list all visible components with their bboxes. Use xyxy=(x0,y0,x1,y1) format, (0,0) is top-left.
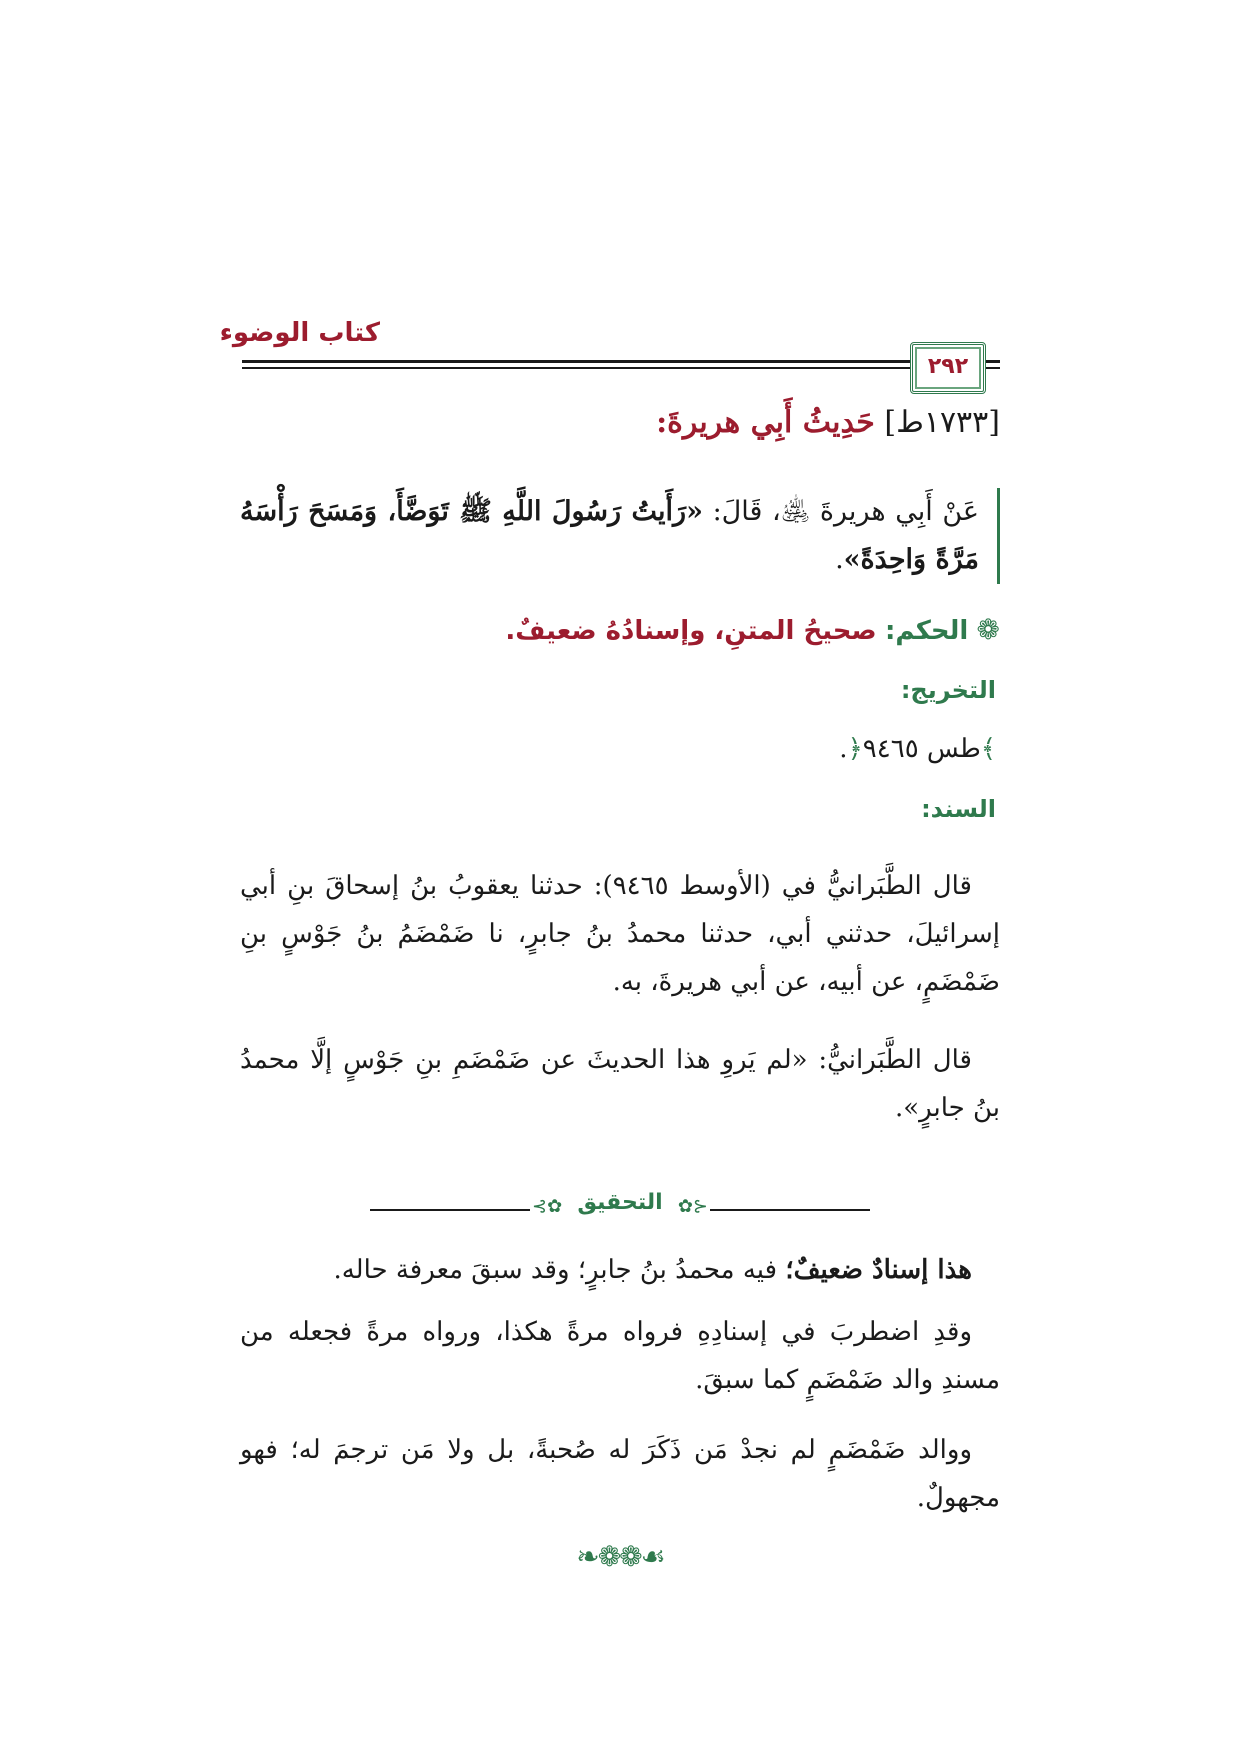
header-rule xyxy=(242,360,1000,363)
header-rule xyxy=(242,367,1000,369)
tahqiq-text: فيه محمدُ بنُ جابرٍ؛ وقد سبقَ معرفة حاله. xyxy=(333,1255,786,1285)
divider-line xyxy=(370,1209,530,1211)
ornament-icon: ✿⊱ xyxy=(677,1196,708,1217)
divider-line xyxy=(710,1209,870,1211)
takhrij-heading: التخريج: xyxy=(900,676,996,704)
takhrij-ref-text: طس ٩٤٦٥ xyxy=(862,734,981,764)
tahqiq-heading: التحقيق xyxy=(577,1190,663,1215)
tahqiq-verdict: هذا إسنادٌ ضعيفٌ؛ xyxy=(785,1255,972,1285)
hadith-title: حَدِيثُ أَبِي هريرةَ: xyxy=(656,405,875,440)
section-divider xyxy=(370,1190,870,1220)
matn-quote: «رَأَيتُ رَسُولَ اللَّهِ ﷺ تَوَضَّأَ، وَمَسَحَ رَأْسَهُ مَرَّةً وَاحِدَةً» xyxy=(240,496,979,575)
hadith-heading xyxy=(240,405,1000,440)
book-title: كتاب الوضوء xyxy=(219,318,380,348)
ornament-icon: ⊰✿ xyxy=(532,1196,563,1217)
matn-intro: عَنْ أَبِي هريرةَ ﵁، قَالَ: xyxy=(712,496,979,527)
sanad-paragraph: قال الطَّبَرانيُّ في (الأوسط ٩٤٦٥): حدثنا يعقوبُ بنُ إسحاقَ بنِ أبي إسرائيلَ، حدثني أبي، حدثنا محمدُ بنُ جابرٍ، نا ضَمْضَمُ بنُ جَوْسٍ بنِ ضَمْضَمٍ، عن أبيه، عن أبي هريرةَ، به. xyxy=(240,871,1000,997)
sanad-heading: السند: xyxy=(921,795,996,823)
matn-end: . xyxy=(835,544,844,575)
bracket-open: ﴾ xyxy=(980,734,996,764)
tahqiq-paragraph xyxy=(240,1246,1000,1294)
flower-icon: ❁ xyxy=(976,613,1000,646)
bracket-close: ﴿ xyxy=(847,734,863,764)
ruling xyxy=(240,613,1000,646)
ruling-value: صحيحُ المتنِ، وإسنادُهُ ضعيفٌ. xyxy=(505,616,877,646)
page-number-frame xyxy=(910,342,986,394)
hadith-matn xyxy=(240,488,1000,584)
sanad-paragraph: قال الطَّبَرانيُّ: «لم يَروِ هذا الحديثَ عن ضَمْضَمِ بنِ جَوْسٍ إلَّا محمدُ بنُ جابرٍ». xyxy=(240,1045,1000,1123)
ornament-icon: ❧❁❁☙ xyxy=(576,1540,664,1573)
hadith-number: [١٧٣٣ط] xyxy=(884,405,1000,440)
tahqiq-paragraph: ووالد ضَمْضَمٍ لم نجدْ مَن ذَكَرَ له صُحبةً، بل ولا مَن ترجمَ له؛ فهو مجهولٌ. xyxy=(240,1435,1000,1513)
takhrij-reference: ﴾طس ٩٤٦٥﴿. xyxy=(839,734,996,764)
page-number: ٢٩٢ xyxy=(927,354,969,379)
tahqiq-paragraph: وقدِ اضطربَ في إسنادِهِ فرواه مرةً هكذا، ورواه مرةً فجعله من مسندِ والد ضَمْضَمٍ كما سبقَ. xyxy=(240,1317,1000,1395)
ruling-label: الحكم: xyxy=(884,616,969,646)
